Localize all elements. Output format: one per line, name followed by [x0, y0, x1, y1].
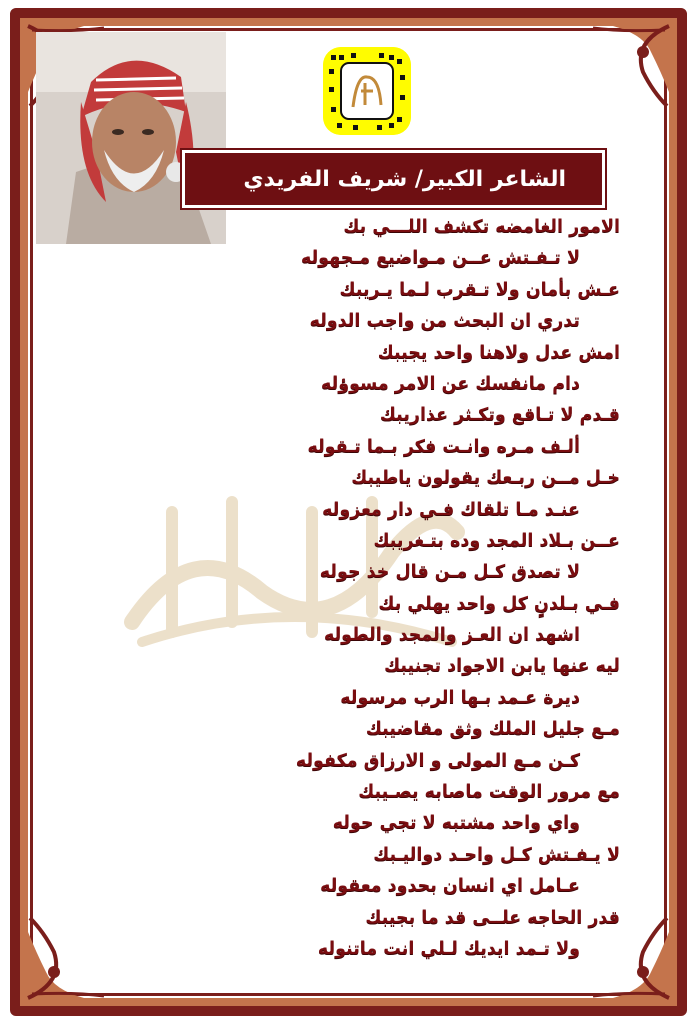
verse-line: قـدم لا تـاقع وتكـثر عذاريبك	[379, 405, 620, 426]
verse-line: عـش بأمان ولا تـقرب لـما يـريبك	[339, 279, 620, 300]
verse-line: فـي بـلدنٍ كل واحد يهلي بك	[378, 593, 620, 614]
verse-line: لا يـفـتش كـل واحـد دواليـبك	[373, 844, 620, 865]
title-banner	[182, 150, 605, 208]
verse-line: عــن بـلاد المجد وده بتـغريبك	[373, 530, 620, 551]
verse-line: مع مرور الوقت ماصابه يصـيبك	[358, 782, 620, 803]
verse-line: ألـف مـره وانـت فكر بـما تـقوله	[307, 436, 580, 457]
verse-line: خـل مــن ربـعك يقولون ياطيبك	[351, 468, 620, 489]
verse-line: اشهد ان العـز والمجد والطوله	[323, 625, 580, 646]
verse-line: دام مانفسك عن الامر مسوؤله	[321, 373, 580, 394]
verse-line: عـامل اي انسان بحدود معقوله	[320, 876, 580, 897]
corner-ornament-icon	[583, 22, 673, 112]
snapcode-icon	[323, 47, 411, 135]
verse-line: مـع جليل الملك وثق مقاضيبك	[365, 719, 620, 740]
verse-line: كـن مـع المولى و الارزاق مكفوله	[295, 750, 580, 771]
verse-line: الامور الغامضه تكشف اللـــي بك	[343, 217, 620, 237]
page-title: الشاعر الكبير/ شريف الفريدي	[243, 166, 566, 192]
verse-line: عنـد مـا تلقاك فـي دار معزوله	[322, 499, 580, 520]
poem-verses	[60, 212, 620, 965]
verse-line: ديرة عـمد بـها الرب مرسوله	[340, 687, 580, 708]
verse-line: واي واحد مشتبه لا تجي حوله	[332, 813, 580, 834]
verse-line: لا تـفـتش عــن مـواضيع مـجهوله	[300, 248, 580, 269]
verse-line: ولا تـمد ايديك لـلي انت ماتنوله	[317, 938, 580, 959]
verse-line: قدر الحاجه علــى قد ما بجيبك	[365, 907, 620, 928]
verse-line: لا تصدق كـل مـن قال خذ جوله	[319, 562, 580, 583]
verse-line: ليه عنها يابن الاجواد تجنيبك	[384, 656, 620, 677]
verse-line: تدري ان البحث من واجب الدوله	[309, 311, 580, 332]
verse-line: امش عدل ولاهنا واحد يجيبك	[377, 342, 620, 363]
